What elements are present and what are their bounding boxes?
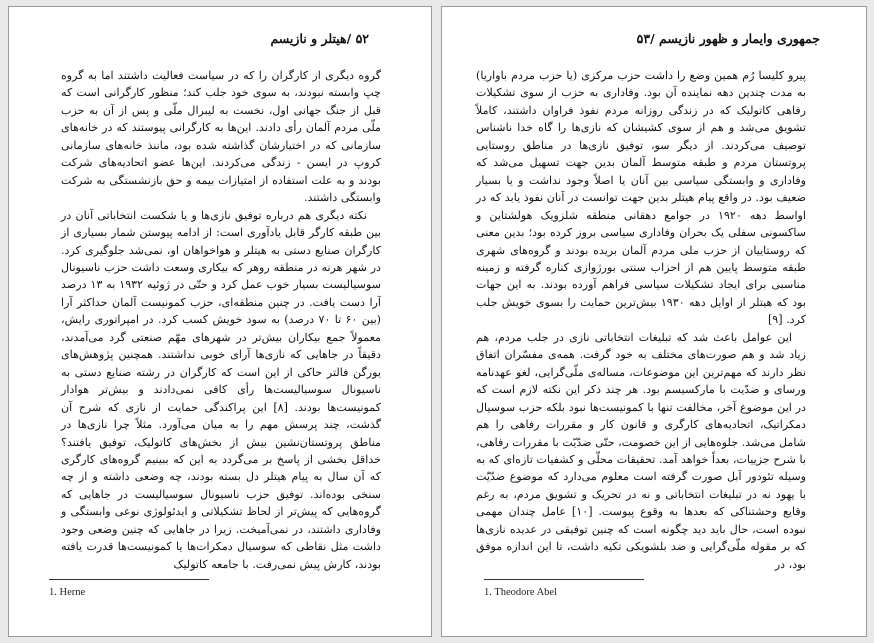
footnote-rule bbox=[49, 579, 209, 580]
right-page bbox=[441, 6, 867, 637]
paragraph: گروه دیگری از کارگران را که در سیاست فعالیت داشتند اما به گروه چپ وابسته نبودند، به سوی خود جلب کند؛ منظور کارگرانی است که قبل از جنگ جهانی اول، نخست به لیبرال ملّی و پس از آن به حزب ملّی مردم آلمان رأی دادند. این‌ها به کارگرانی پیوستند که در خانه‌های سازمانی که در اختیارشان گذاشته شده بود، ماننذ خانه‌های سازمانی کروپ در ایسن - زندگی می‌کردند. این‌ها عضو اتحادیه‌های شرکت بودند و به علت استفاده از امتیازات بیمه و حق بازنشستگی به شرکت وابستگی داشتند. bbox=[61, 69, 381, 205]
paragraph: نکته دیگری هم درباره توفیق نازی‌ها و یا شکست انتخاباتی آنان در بین طبقه کارگر قابل یادآوری است: از ادامه پیوستن شمار بسیاری از کارگران صنایع دستی به هیتلر و هواخواهان او، نمی‌شد جلوگیری کرد. در شهر هرنه در منطقه روهر که بیکاری وسعت داشت حزب ناسیونال سوسیالیست بسیار خوب عمل کرد و حتّی در ژوئیه ۱۹۳۲ به ۱۳ درصد آرا دست یافت. در چنین منطقه‌ای، حزب کمونیست آلمان حداکثر آرا (بین ۶۰ تا ۷۰ درصد) به سود خویش کسب کرد. در امپراتوری رایش، معمولاً جمع بیکاران بیش‌تر در شهرهای مهّم صنعتی گرد می‌آمدند، دقیقاً در جاهایی که نازی‌ها آرای خوبی نداشتند. همچنین پژوهش‌های یورگن فالتر حاکی از این است که کارگران در رشته صنایع دستی به ناسیونال سوسیالیست‌ها رأی کافی نمی‌دادند و بیش‌تر هوادار کمونیست‌ها بودند. [۸] این پراکندگی حمایت از نازی که شرح آن گذشت، چند پرسش مهم را به میان می‌آورد. مثلاً چرا نازی‌ها در مناطق پروتستان‌نشین بیش از بخش‌های کاتولیک، توفیق یافتند؟ خداقل بخشی از پاسخ بر می‌گردد به این که ببینیم گروه‌های کارگری که آن سال به پیام هیتلر دل بسته بودند، چه وضعی داشته و از چه سنخی بوده‌اند. توفیق حزب ناسیونال سوسیالیست در جاهایی که گروه‌هایی که پیش‌تر از لحاظ تشکیلاتی و ایدئولوژی نوعی وابستگی و وفاداری داشتند، در نمی‌آمیخت. زیرا در جاهایی که چنین وضعی وجود داشت مثل نقاطی که سوسیال دمکرات‌ها یا کمونیست‌ها قدرت یافته بودند، کارش پیش نمی‌رفت. با جامعه کاتولیک bbox=[61, 208, 382, 571]
footnote: 1. Herne bbox=[49, 587, 86, 598]
footnote: 1. Theodore Abel bbox=[484, 587, 557, 598]
left-page bbox=[8, 6, 432, 637]
page-body bbox=[476, 67, 806, 573]
page-body bbox=[61, 67, 381, 573]
page-header: ۵۲ /هیتلر و نازیسم bbox=[270, 31, 369, 46]
paragraph: این عوامل باعث شد که تبلیغات انتخاباتی نازی در جلب مردم، هم زیاد شد و هم صورت‌های مختلف به خود گرفت. همه‌ی مفسّران اتفاق نظر دارند که مهم‌ترین این موضوعات، مساله‌ی ملّی‌گرایی، لغو عهدنامه ورسای و ضدّیت با مارکسیسم بود. هر چند ذکر این نکته لازم است که در این موضوع آخر، مخالفت تنها با کمونیست‌ها نبود بلکه حزب سوسیال دمکراتیک، اتحادیه‌های کارگری و قانون کار و مقررات رفاهی را هم شامل می‌شد. جلوه‌هایی از این خصومت، حتّی ضدّیّت با مقررات رفاهی، با شرح جزییات، بعداً خواهد آمد. تحقیقات محلّی و کشفیات تازه‌ای که به وسیله تئودور آبل صورت گرفته است معلوم می‌دارد که موضوع ضدّیّت با یهود نه در تبلیغات انتخاباتی و نه در تحریک و تشویق مردم، به رغم وقایع وحشتناکی که بعدها به وقوع پیوست. [۱۰] عامل چندان مهمی نبوده است، حال باید دید چگونه است که چنین توفیقی در عدیده نازی‌ها که بر مقوله ملّی‌گرایی و ضد بلشویکی تکیه داشت، تا این اندازه موفق بود، در bbox=[476, 330, 806, 571]
paragraph: پیرو کلیسا رُم همین وضع را داشت حزب مرکزی (یا حزب مردم باواریا) به مدت چندین دهه نماینده آن بود. وفاداری به حزب از سوی تشکیلات رفاهی کاتولیک که در زندگی روزانه مردم نفوذ فراوان داشتند، کاملاً تشویق می‌شد و هم از سوی کشیشان که نازی‌ها را گاه خدا ناشناس توصیف می‌کردند. از دیگر سو، توفیق نازی‌ها در مناطق روستایی پروتستان مردم و طبقه متوسط آلمان بدین جهت تسهیل می‌شد که وفاداری و وابستگی سیاسی بین آنان یا اصلاً وجود نداشت و یا بسیار ضعیف بود. در واقع پیام هیتلر بدین جهت توانست در آنان نفوذ یابد که در اواسط دهه ۱۹۲۰ در جوامع دهقانی منطقه شلزویک هولشتاین و ساکسونی سفلی یک بحران وفاداری سیاسی بروز کرده بود؛ بدین معنی که روستاییان از حزب ملی مردم آلمان بریده بودند و گروه‌های شهری طبقه متوسط پایین هم از احزاب سنتی بورژوازی کناره گرفته و زمینه مناسبی برای ایجاد تشکیلات سیاسی فراهم آورده بودند. به این جهات بود که هیتلر از اوایل دهه ۱۹۳۰ بیش‌ترین حمایت را بسوی خویش جلب کرد. [۹] bbox=[476, 69, 806, 327]
footnote-rule bbox=[484, 579, 644, 580]
page-header: جمهوری وایمار و ظهور نازیسم /۵۳ bbox=[636, 31, 820, 46]
